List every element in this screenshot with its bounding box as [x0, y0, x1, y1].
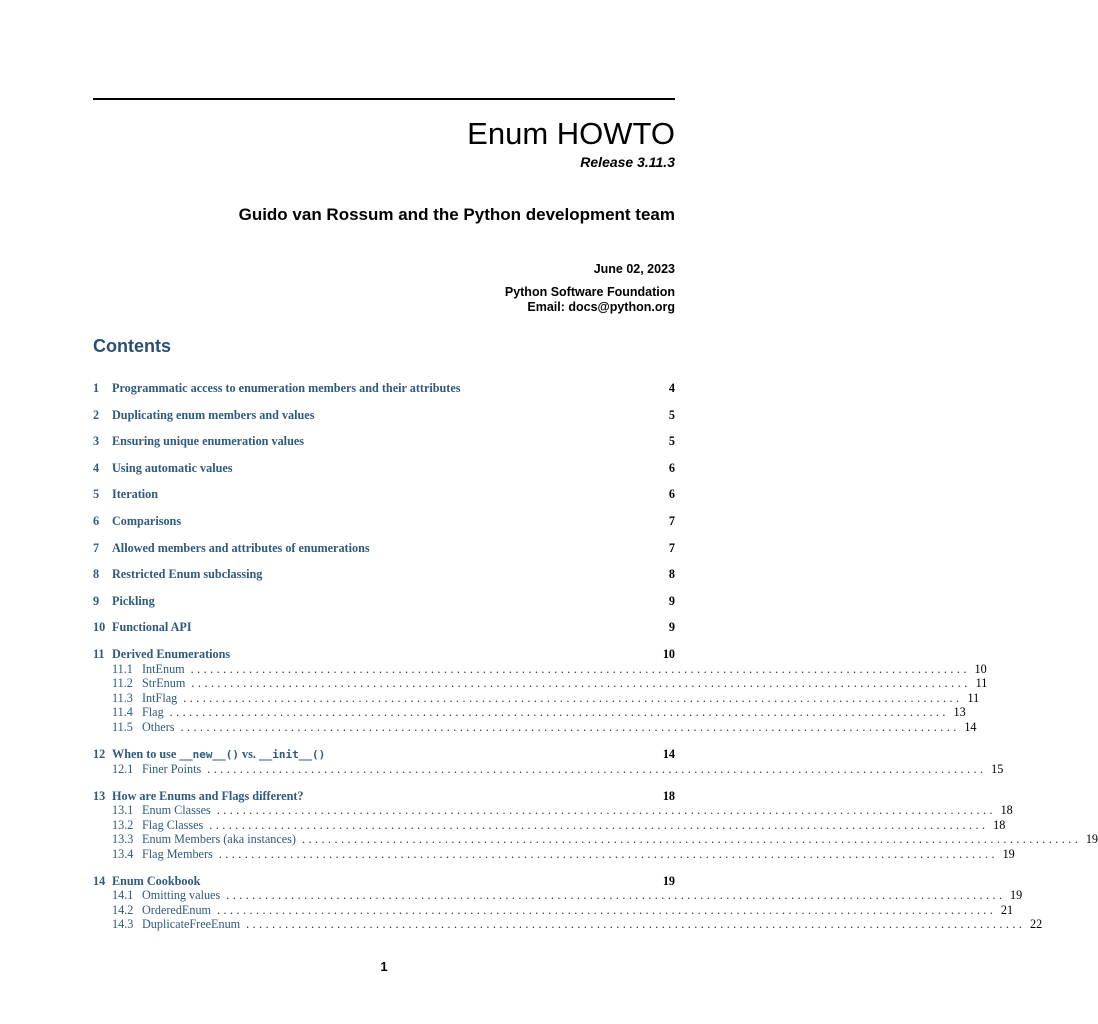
toc-entry[interactable] — [93, 594, 675, 609]
toc-subentry-number: 14.1 — [112, 888, 134, 903]
toc-entry-number: 5 — [93, 487, 100, 502]
toc-entry-number: 8 — [93, 567, 100, 582]
toc-entry[interactable] — [93, 541, 675, 556]
toc-leader: . . . . . . . . . . . . . . . . . . . . . . . . . . . . . . . . . . . . . . . . . . . . . . . . . . . . . . . . . . . . . . . . . . . . . . . . . . . . . . . . . . . . . . . . . . . . . . . . . . . . . . . . . . . . . . . . . . . . . . . . — [207, 762, 984, 777]
toc-section — [93, 873, 1043, 932]
toc-entry[interactable] — [93, 747, 675, 763]
toc-entry-link[interactable]: Enum Cookbook — [112, 873, 201, 888]
toc-subentry[interactable] — [93, 705, 966, 720]
toc-section — [93, 381, 675, 396]
toc-subentry-page: 11 — [967, 690, 980, 705]
toc-entry-number: 7 — [93, 540, 100, 555]
toc-leader: . . . . . . . . . . . . . . . . . . . . . . . . . . . . . . . . . . . . . . . . . . . . . . . . . . . . . . . . . . . . . . . . . . . . . . . . . . . . . . . . . . . . . . . . . . . . . . . . . . . . . . . . . . . . . . . . . . . . . . . . — [183, 690, 960, 705]
toc-entry-link[interactable]: Iteration — [112, 487, 159, 502]
toc-entry-page: 5 — [668, 407, 675, 422]
toc-subentry-number: 11.5 — [112, 719, 133, 734]
toc-entry-number: 11 — [93, 646, 105, 661]
page-number: 1 — [380, 959, 388, 974]
toc-subentry-link[interactable]: IntFlag — [142, 690, 178, 705]
toc-leader: . . . . . . . . . . . . . . . . . . . . . . . . . . . . . . . . . . . . . . . . . . . . . . . . . . . . . . . . . . . . . . . . . . . . . . . . . . . . . . . . . . . . . . . . . . . . . . . . . . . . . . . . . . . . . . . . . . . . . . . . — [246, 917, 1023, 932]
toc-subentry-link[interactable]: Others — [142, 719, 175, 734]
toc-subentry[interactable] — [93, 917, 1043, 932]
publication-date: June 02, 2023 — [593, 262, 675, 276]
toc-entry-link[interactable]: Using automatic values — [112, 460, 233, 475]
toc-entry-number: 2 — [93, 407, 100, 422]
toc-subentry-link[interactable]: Omitting values — [142, 888, 221, 903]
toc-subentry-number: 11.4 — [112, 705, 133, 720]
toc-entry[interactable] — [93, 874, 675, 889]
toc-entry-number: 13 — [93, 788, 106, 803]
toc-entry-page: 10 — [662, 646, 675, 661]
toc-entry[interactable] — [93, 620, 675, 635]
contents-heading: Contents — [93, 336, 171, 356]
toc-subentry-link[interactable]: Flag Classes — [142, 817, 204, 832]
toc-leader: . . . . . . . . . . . . . . . . . . . . . . . . . . . . . . . . . . . . . . . . . . . . . . . . . . . . . . . . . . . . . . . . . . . . . . . . . . . . . . . . . . . . . . . . . . . . . . . . . . . . . . . . . . . . . . . . . . . . . . . . — [190, 661, 967, 676]
document-title: Enum HOWTO — [467, 116, 675, 151]
title-rule — [93, 98, 675, 100]
toc-subentry[interactable] — [93, 888, 1023, 903]
toc-subentry-page: 11 — [975, 676, 988, 691]
toc-leader: . . . . . . . . . . . . . . . . . . . . . . . . . . . . . . . . . . . . . . . . . . . . . . . . . . . . . . . . . . . . . . . . . . . . . . . . . . . . . . . . . . . . . . . . . . . . . . . . . . . . . . . . . . . . . . . . . . . . . . . . — [209, 817, 986, 832]
toc-subentry[interactable] — [93, 676, 988, 691]
toc-label-text: When to use — [112, 746, 180, 761]
toc-entry-link[interactable]: How are Enums and Flags different? — [112, 788, 304, 803]
toc-subentry-page: 22 — [1029, 917, 1043, 932]
toc-subentry-number: 12.1 — [112, 762, 134, 777]
toc-section — [93, 746, 1004, 777]
toc-entry-number: 14 — [93, 873, 106, 888]
toc-subentry-number: 13.1 — [112, 803, 134, 818]
toc-section — [93, 646, 988, 735]
toc-entry-link[interactable]: Ensuring unique enumeration values — [112, 434, 304, 449]
toc-subentry-link[interactable]: Finer Points — [142, 762, 202, 777]
toc-entry-number: 3 — [93, 434, 100, 449]
release-label: Release 3.11.3 — [580, 154, 675, 170]
toc-entry-page: 18 — [662, 788, 675, 803]
toc-entry-link[interactable]: Programmatic access to enumeration members and their attributes — [112, 381, 461, 395]
toc-section — [93, 514, 675, 529]
toc-entry-number: 6 — [93, 513, 100, 528]
toc-entry[interactable] — [93, 461, 675, 476]
toc-section — [93, 594, 675, 609]
toc-leader: . . . . . . . . . . . . . . . . . . . . . . . . . . . . . . . . . . . . . . . . . . . . . . . . . . . . . . . . . . . . . . . . . . . . . . . . . . . . . . . . . . . . . . . . . . . . . . . . . . . . . . . . . . . . . . . . . . . . . . . . — [216, 803, 993, 818]
toc-leader: . . . . . . . . . . . . . . . . . . . . . . . . . . . . . . . . . . . . . . . . . . . . . . . . . . . . . . . . . . . . . . . . . . . . . . . . . . . . . . . . . . . . . . . . . . . . . . . . . . . . . . . . . . . . . . . . . . . . . . . . — [169, 705, 946, 720]
toc-subentry-number: 11.2 — [112, 676, 133, 691]
toc-subentry-page: 19 — [1010, 888, 1023, 903]
toc-entry-link[interactable] — [112, 747, 325, 763]
toc-subentry[interactable] — [93, 847, 1015, 862]
toc-entry-link[interactable]: Derived Enumerations — [112, 646, 231, 661]
toc-subentry-page: 10 — [974, 661, 987, 676]
toc-section — [93, 620, 675, 635]
toc-subentry-page: 15 — [991, 762, 1004, 777]
toc-entry-page: 6 — [668, 487, 675, 502]
toc-subentry-page: 18 — [1000, 803, 1013, 818]
toc-subentry-page: 19 — [1002, 847, 1015, 862]
toc-entry[interactable] — [93, 487, 675, 502]
toc-entry-link[interactable]: Restricted Enum subclassing — [112, 567, 263, 582]
contact-email: Email: docs@python.org — [527, 300, 675, 314]
toc-leader: . . . . . . . . . . . . . . . . . . . . . . . . . . . . . . . . . . . . . . . . . . . . . . . . . . . . . . . . . . . . . . . . . . . . . . . . . . . . . . . . . . . . . . . . . . . . . . . . . . . . . . . . . . . . . . . . . . . . . . . . — [302, 832, 1079, 847]
toc-entry-number: 9 — [93, 593, 100, 608]
toc-entry[interactable] — [93, 381, 675, 396]
toc-section — [93, 788, 1098, 862]
toc-entry[interactable] — [93, 647, 675, 662]
toc-subentry-link[interactable]: Flag — [142, 705, 164, 720]
toc-subentry-link[interactable]: OrderedEnum — [142, 902, 212, 917]
toc-leader: . . . . . . . . . . . . . . . . . . . . . . . . . . . . . . . . . . . . . . . . . . . . . . . . . . . . . . . . . . . . . . . . . . . . . . . . . . . . . . . . . . . . . . . . . . . . . . . . . . . . . . . . . . . . . . . . . . . . . . . . — [217, 902, 994, 917]
toc-subentry-link[interactable]: StrEnum — [142, 676, 186, 691]
toc-label-text: vs. — [239, 746, 259, 761]
toc-subentry-page: 18 — [993, 817, 1006, 832]
toc-entry[interactable] — [93, 789, 675, 804]
code-new-method: __new__() — [179, 747, 239, 761]
toc-section — [93, 487, 675, 502]
code-init-method: __init__() — [258, 747, 326, 761]
toc-entry-page: 14 — [662, 746, 675, 761]
toc-entry-page: 5 — [668, 434, 675, 449]
toc-entry-number: 12 — [93, 746, 106, 761]
toc-entry[interactable] — [93, 567, 675, 582]
toc-entry[interactable] — [93, 434, 675, 449]
author-line: Guido van Rossum and the Python development team — [238, 205, 675, 224]
toc-section — [93, 408, 675, 423]
toc-subentry-number: 14.3 — [112, 917, 134, 932]
toc-section — [93, 434, 675, 449]
toc-entry[interactable] — [93, 408, 675, 423]
toc-entry-page: 9 — [668, 620, 675, 635]
toc-subentry-link[interactable]: DuplicateFreeEnum — [142, 917, 241, 932]
toc-subentry-link[interactable]: IntEnum — [142, 661, 185, 676]
toc-entry-link[interactable]: Allowed members and attributes of enumerations — [112, 540, 370, 555]
toc-entry-page: 7 — [668, 513, 675, 528]
toc-leader: . . . . . . . . . . . . . . . . . . . . . . . . . . . . . . . . . . . . . . . . . . . . . . . . . . . . . . . . . . . . . . . . . . . . . . . . . . . . . . . . . . . . . . . . . . . . . . . . . . . . . . . . . . . . . . . . . . . . . . . . — [226, 888, 1003, 903]
organization-name: Python Software Foundation — [504, 285, 675, 299]
toc-entry-page: 4 — [668, 381, 675, 395]
toc-subentry[interactable] — [93, 817, 1006, 833]
toc-subentry-number: 13.2 — [112, 817, 134, 832]
toc-subentry-page: 14 — [964, 719, 977, 734]
toc-subentry-link[interactable]: Flag Members — [142, 847, 213, 862]
toc-leader: . . . . . . . . . . . . . . . . . . . . . . . . . . . . . . . . . . . . . . . . . . . . . . . . . . . . . . . . . . . . . . . . . . . . . . . . . . . . . . . . . . . . . . . . . . . . . . . . . . . . . . . . . . . . . . . . . . . . . . . . — [180, 719, 957, 734]
toc-subentry-number: 11.1 — [112, 661, 133, 676]
toc-entry-page: 7 — [668, 540, 675, 555]
toc-entry-number: 4 — [93, 460, 100, 475]
toc-subentry-page: 13 — [953, 705, 966, 720]
toc-entry-link[interactable]: Pickling — [112, 593, 155, 608]
toc-entry-page: 8 — [668, 567, 675, 582]
toc-subentry-number: 13.3 — [112, 832, 134, 847]
toc-subentry[interactable] — [93, 902, 1014, 918]
toc-entry-number: 10 — [93, 620, 106, 635]
toc-subentry-page: 21 — [1000, 902, 1014, 917]
toc-subentry[interactable] — [93, 762, 1004, 777]
toc-entry-number: 1 — [93, 381, 100, 395]
toc-subentry-link[interactable]: Enum Members (aka instances) — [142, 832, 296, 847]
toc-entry-page: 6 — [668, 460, 675, 475]
toc-subentry[interactable] — [93, 832, 1098, 847]
toc-subentry[interactable] — [93, 690, 980, 706]
toc-subentry-page: 19 — [1085, 832, 1098, 847]
toc-subentry[interactable] — [93, 661, 987, 677]
toc-section — [93, 541, 675, 556]
toc-leader: . . . . . . . . . . . . . . . . . . . . . . . . . . . . . . . . . . . . . . . . . . . . . . . . . . . . . . . . . . . . . . . . . . . . . . . . . . . . . . . . . . . . . . . . . . . . . . . . . . . . . . . . . . . . . . . . . . . . . . . . — [191, 676, 968, 691]
toc-entry-link[interactable]: Comparisons — [112, 513, 182, 528]
toc-entry-link[interactable]: Duplicating enum members and values — [112, 407, 315, 422]
table-of-contents — [93, 381, 1098, 944]
toc-subentry-number: 13.4 — [112, 847, 134, 862]
toc-subentry-number: 11.3 — [112, 690, 133, 705]
toc-section — [93, 567, 675, 582]
toc-subentry-number: 14.2 — [112, 902, 134, 917]
toc-leader: . . . . . . . . . . . . . . . . . . . . . . . . . . . . . . . . . . . . . . . . . . . . . . . . . . . . . . . . . . . . . . . . . . . . . . . . . . . . . . . . . . . . . . . . . . . . . . . . . . . . . . . . . . . . . . . . . . . . . . . . — [218, 847, 995, 862]
toc-entry[interactable] — [93, 514, 675, 529]
toc-entry-page: 19 — [662, 873, 675, 888]
toc-entry-page: 9 — [668, 593, 675, 608]
toc-entry-link[interactable]: Functional API — [112, 620, 192, 635]
toc-section — [93, 461, 675, 476]
toc-subentry[interactable] — [93, 803, 1013, 818]
toc-subentry[interactable] — [93, 719, 977, 735]
toc-subentry-link[interactable]: Enum Classes — [142, 803, 211, 818]
